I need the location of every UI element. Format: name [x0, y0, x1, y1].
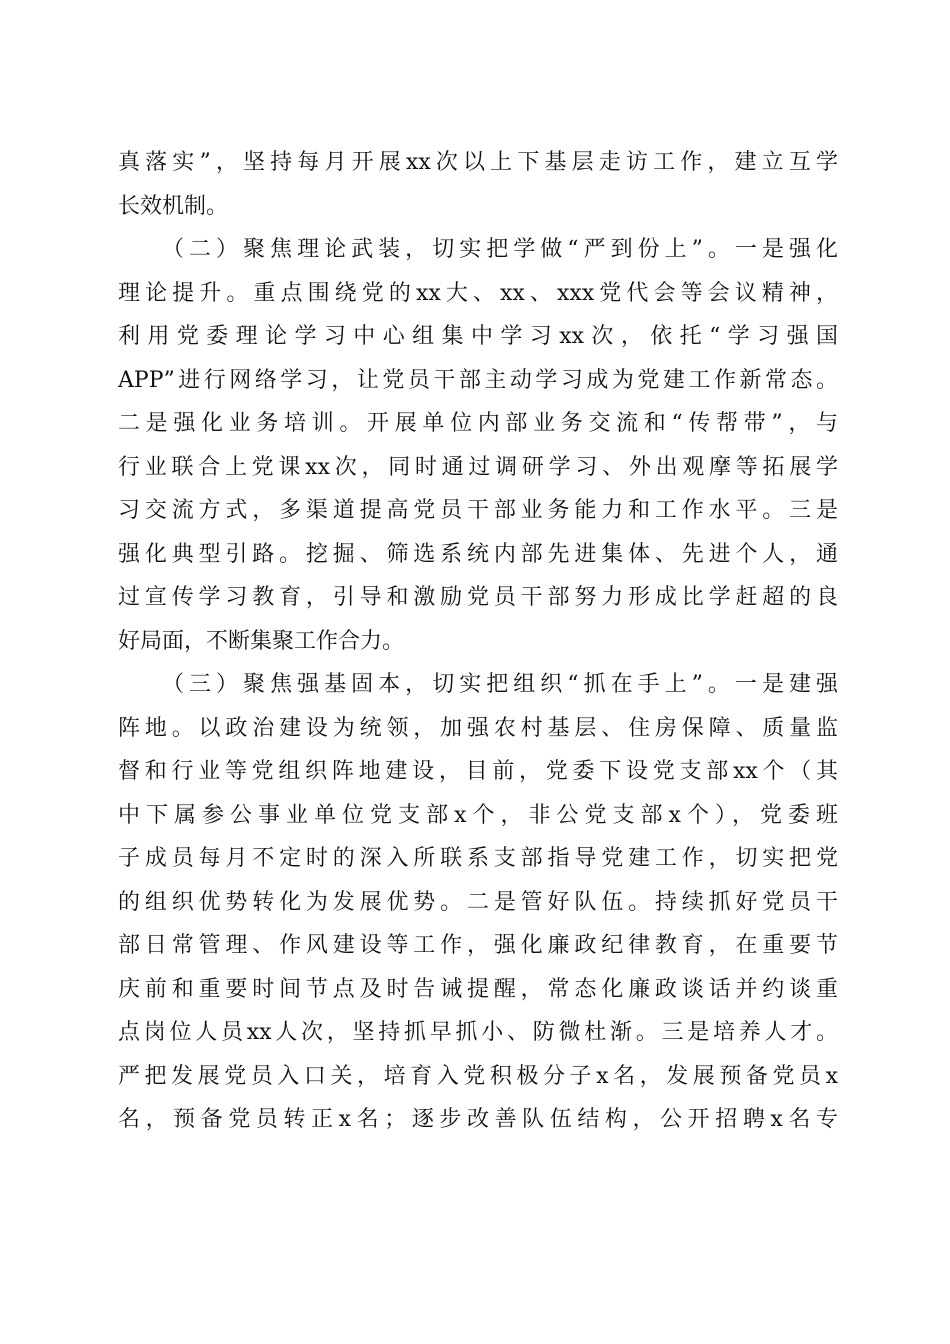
text-line: 利用党委理论学习中心组集中学习xx次，依托“学习强国 [118, 324, 838, 349]
text-line: 督和行业等党组织阵地建设，目前，党委下设党支部xx个（其 [118, 759, 838, 784]
text-line: 过宣传学习教育，引导和激励党员干部努力形成比学赶超的良 [118, 585, 838, 610]
text-line: 行业联合上党课xx次，同时通过调研学习、外出观摩等拓展学 [118, 454, 838, 480]
text-line: 严把发展党员入口关，培育入党积极分子x名，发展预备党员x [118, 1063, 838, 1089]
text-line: 的组织优势转化为发展优势。二是管好队伍。持续抓好党员干 [118, 889, 838, 915]
text-line: 名，预备党员转正x名；逐步改善队伍结构，公开招聘x名专 [118, 1107, 838, 1132]
text-line: 中下属参公事业单位党支部x个，非公党支部x个），党委班 [118, 802, 838, 828]
text-line: 部日常管理、作风建设等工作，强化廉政纪律教育，在重要节 [118, 933, 838, 958]
text-line: 二是强化业务培训。开展单位内部业务交流和“传帮带”，与 [118, 411, 838, 436]
text-line: 理论提升。重点围绕党的xx大、xx、xxx党代会等会议精神， [118, 280, 838, 306]
text-line: 好局面，不断集聚工作合力。 [118, 628, 405, 654]
text-line: 长效机制。 [118, 193, 229, 219]
text-line: APP”进行网络学习，让党员干部主动学习成为党建工作新常态。 [118, 367, 838, 393]
text-line: 阵地。以政治建设为统领，加强农村基层、住房保障、质量监 [118, 715, 838, 741]
text-line: 习交流方式，多渠道提高党员干部业务能力和工作水平。三是 [118, 498, 838, 523]
text-line: 强化典型引路。挖掘、筛选系统内部先进集体、先进个人，通 [118, 541, 838, 567]
section-heading-line: （二）聚焦理论武装，切实把学做“严到份上”。一是强化 [162, 237, 838, 262]
body-text [118, 141, 838, 1142]
text-line: 真落实”，坚持每月开展xx次以上下基层走访工作，建立互学 [118, 150, 838, 175]
section-heading-line: （三）聚焦强基固本，切实把组织“抓在手上”。一是建强 [162, 672, 838, 697]
text-line: 庆前和重要时间节点及时告诫提醒，常态化廉政谈话并约谈重 [118, 976, 838, 1002]
text-line: 点岗位人员xx人次，坚持抓早抓小、防微杜渐。三是培养人才。 [118, 1020, 838, 1045]
text-line: 子成员每月不定时的深入所联系支部指导党建工作，切实把党 [118, 846, 838, 871]
